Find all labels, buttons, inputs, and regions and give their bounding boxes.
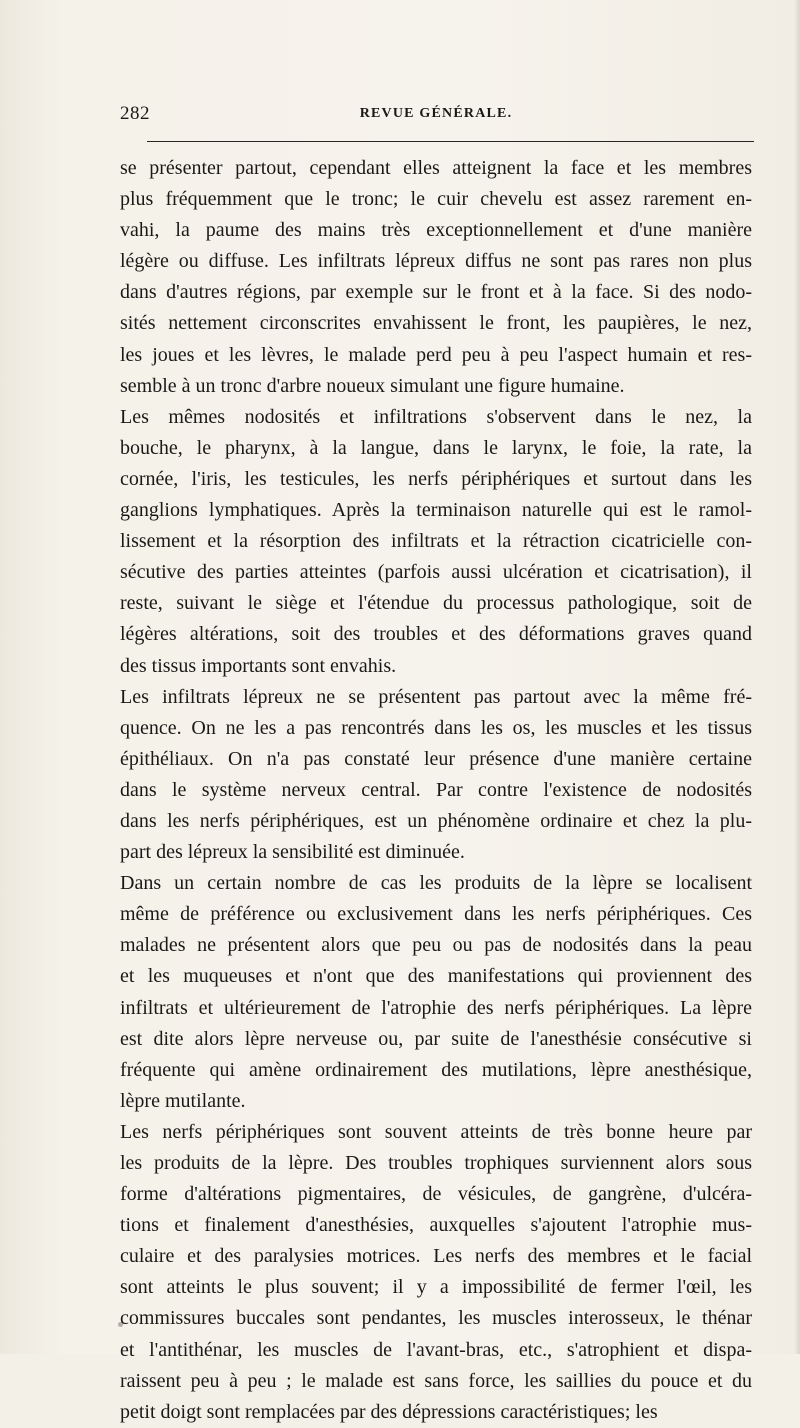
- text-line: dans les nerfs périphériques, est un phénomène ordinaire et chez la plu-: [120, 809, 752, 832]
- text-line: vahi, la paume des mains très exceptionnellement et d'une manière: [120, 219, 752, 242]
- text-line: tions et finalement d'anesthésies, auxquelles s'ajoutent l'atrophie mus-: [120, 1214, 752, 1237]
- text-line: reste, suivant le siège et l'étendue du processus pathologique, soit de: [120, 592, 752, 615]
- text-line: et l'antithénar, les muscles de l'avant-bras, etc., s'atrophient et dispa-: [120, 1338, 752, 1361]
- paragraph: [120, 868, 752, 1117]
- text-line: même de préférence ou exclusivement dans les nerfs périphériques. Ces: [120, 903, 752, 926]
- text-line: sont atteints le plus souvent; il y a impossibilité de fermer l'œil, les: [120, 1276, 752, 1299]
- text-line: ganglions lymphatiques. Après la terminaison naturelle qui est le ramol-: [120, 499, 752, 522]
- text-line: petit doigt sont remplacées par des dépressions caractéristiques; les: [120, 1400, 658, 1423]
- body-text: [120, 153, 752, 1428]
- text-line: les produits de la lèpre. Des troubles trophiques surviennent alors sous: [120, 1152, 752, 1174]
- text-line: malades ne présentent alors que peu ou pas de nodosités dans la peau: [120, 934, 752, 957]
- text-line: raissent peu à peu ; le malade est sans force, les saillies du pouce et du: [120, 1369, 752, 1392]
- text-line: des tissus importants sont envahis.: [120, 654, 397, 677]
- text-line: dans d'autres régions, par exemple sur le front et à la face. Si des nodo-: [120, 281, 752, 304]
- page-edge-shadow: [794, 0, 800, 1354]
- paper-speck: [118, 1322, 123, 1327]
- text-line: les joues et les lèvres, le malade perd peu à peu l'aspect humain et res-: [120, 343, 752, 366]
- text-line: Les infiltrats lépreux ne se présentent pas partout avec la même fré-: [120, 685, 752, 708]
- text-line: infiltrats et ultérieurement de l'atrophie des nerfs périphériques. La lèpre: [120, 996, 752, 1019]
- text-line: culaire et des paralysies motrices. Les nerfs des membres et le facial: [120, 1245, 752, 1268]
- paragraph: [120, 153, 752, 402]
- text-line: est dite alors lèpre nerveuse ou, par suite de l'anesthésie consécutive si: [120, 1027, 752, 1050]
- text-line: Les mêmes nodosités et infiltrations s'observent dans le nez, la: [120, 405, 752, 428]
- page-number: 282: [120, 103, 150, 124]
- text-line: cornée, l'iris, les testicules, les nerfs périphériques et surtout dans les: [120, 467, 752, 490]
- text-line: semble à un tronc d'arbre noueux simulant une figure humaine.: [120, 374, 625, 397]
- text-line: Dans un certain nombre de cas les produits de la lèpre se localisent: [120, 872, 752, 895]
- paragraph: [120, 682, 752, 869]
- text-line: et les muqueuses et n'ont que des manifestations qui proviennent des: [120, 965, 752, 988]
- text-line: quence. On ne les a pas rencontrés dans les os, les muscles et les tissus: [120, 716, 752, 739]
- text-line: dans le système nerveux central. Par contre l'existence de nodosités: [120, 778, 752, 801]
- paragraph: [120, 1117, 752, 1428]
- text-line: lissement et la résorption des infiltrats et la rétraction cicatricielle con-: [120, 530, 752, 553]
- text-line: légère ou diffuse. Les infiltrats lépreux diffus ne sont pas rares non plus: [120, 250, 752, 273]
- text-line: bouche, le pharynx, à la langue, dans le larynx, le foie, la rate, la: [120, 436, 752, 459]
- text-line: sécutive des parties atteintes (parfois aussi ulcération et cicatrisation), il: [120, 561, 752, 584]
- page-header: [120, 103, 752, 127]
- text-line: forme d'altérations pigmentaires, de vésicules, de gangrène, d'ulcéra-: [120, 1183, 752, 1206]
- text-line: commissures buccales sont pendantes, les muscles interosseux, le thénar: [120, 1307, 752, 1330]
- text-line: épithéliaux. On n'a pas constaté leur présence d'une manière certaine: [120, 747, 752, 770]
- text-line: sités nettement circonscrites envahissent le front, les paupières, le nez,: [120, 312, 752, 335]
- text-line: légères altérations, soit des troubles et des déformations graves quand: [120, 623, 752, 646]
- paragraph: [120, 402, 752, 682]
- text-line: fréquente qui amène ordinairement des mutilations, lèpre anesthésique,: [120, 1058, 752, 1081]
- header-rule: [147, 141, 754, 142]
- text-line: part des lépreux la sensibilité est diminuée.: [120, 841, 465, 864]
- text-line: se présenter partout, cependant elles atteignent la face et les membres: [120, 157, 752, 179]
- running-title: REVUE GÉNÉRALE.: [359, 106, 513, 121]
- text-line: Les nerfs périphériques sont souvent atteints de très bonne heure par: [120, 1120, 752, 1143]
- text-line: plus fréquemment que le tronc; le cuir chevelu est assez rarement en-: [120, 188, 752, 211]
- text-line: lèpre mutilante.: [120, 1089, 246, 1112]
